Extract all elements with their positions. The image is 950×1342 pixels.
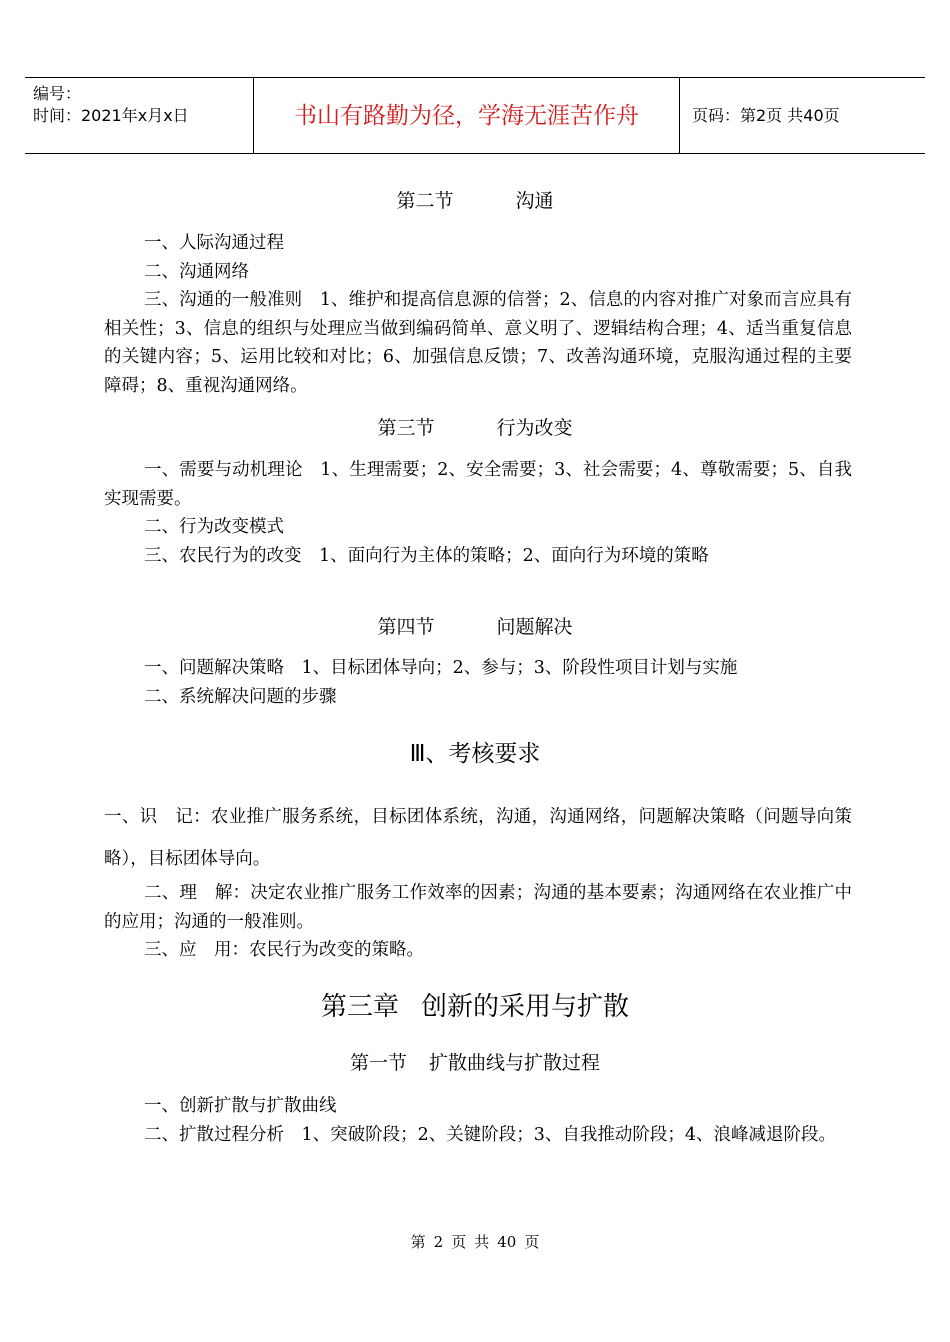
paragraph: 一、问题解决策略 1、目标团体导向；2、参与；3、阶段性项目计划与实施 (144, 658, 738, 678)
paragraph: 二、系统解决问题的步骤 (144, 686, 337, 707)
section-number: 第三节 (377, 417, 435, 439)
section-body-communication (104, 229, 852, 400)
paragraph: 一、需要与动机理论 1、生理需要；2、安全需要；3、社会需要；4、尊敬需要；5、自我实现需要。 (104, 460, 852, 509)
section-body-problem-solving (104, 654, 852, 711)
section-heading-communication (0, 187, 950, 215)
header-left-cell (25, 78, 254, 154)
footer-label: 页 (524, 1233, 540, 1251)
exam-item-memorize (104, 796, 852, 880)
exam-requirements-heading: Ⅲ、考核要求 (409, 741, 541, 767)
paragraph: 三、沟通的一般准则 1、维护和提高信息源的信誉；2、信息的内容对推广对象而言应具有相关性；3、信息的组织与处理应当做到编码简单、意义明了、逻辑结构合理；4、适当重复信息的关键内容；5、运用比较和对比；6、加强信息反馈；7、改善沟通环境，克服沟通过程的主要障碍；8、重视沟通网络。 (104, 290, 852, 396)
paragraph: 一、创新扩散与扩散曲线 (144, 1096, 337, 1116)
document-number-label: 编号： (33, 84, 82, 103)
section-body-diffusion (104, 1092, 852, 1149)
section-number: 第四节 (377, 616, 435, 638)
section-number: 第二节 (396, 190, 454, 212)
document-date: 时间：2021年x月x日 (33, 106, 189, 125)
section-title: 扩散曲线与扩散过程 (429, 1052, 601, 1074)
page-header (25, 77, 925, 154)
section-number: 第一节 (349, 1052, 407, 1074)
chapter-heading (0, 989, 950, 1025)
paragraph: 三、农民行为的改变 1、面向行为主体的策略；2、面向行为环境的策略 (144, 545, 709, 566)
footer-total-pages: 40 (497, 1233, 517, 1251)
footer-page-number: 2 (433, 1233, 444, 1251)
page-footer (0, 1232, 950, 1252)
footer-label: 共 (474, 1233, 490, 1251)
paragraph: 二、扩散过程分析 1、突破阶段；2、关键阶段；3、自我推动阶段；4、浪峰减退阶段。 (144, 1124, 837, 1145)
section-title: 行为改变 (496, 417, 573, 439)
paragraph: 三、应 用：农民行为改变的策略。 (144, 940, 424, 960)
paragraph: 二、沟通网络 (144, 261, 249, 282)
section-heading-diffusion (0, 1049, 950, 1077)
section-heading-problem-solving (0, 613, 950, 641)
footer-label: 页 (451, 1233, 467, 1251)
section-heading-behavior-change (0, 414, 950, 442)
section-title: 问题解决 (496, 616, 573, 638)
header-motto: 书山有路勤为径，学海无涯苦作舟 (254, 78, 680, 154)
section-body-behavior-change (104, 456, 852, 570)
exam-items (104, 879, 852, 965)
header-page-info: 页码：第2页 共40页 (692, 106, 840, 125)
paragraph: 一、识 记：农业推广服务系统，目标团体系统，沟通，沟通网络，问题解决策略（问题导向策略），目标团体导向。 (104, 807, 852, 869)
section-title: 沟通 (515, 190, 554, 212)
chapter-title: 创新的采用与扩散 (421, 992, 630, 1022)
footer-label: 第 (410, 1233, 426, 1251)
chapter-number: 第三章 (320, 992, 399, 1022)
paragraph: 二、行为改变模式 (144, 517, 284, 537)
paragraph: 二、理 解：决定农业推广服务工作效率的因素；沟通的基本要素；沟通网络在农业推广中的应用；沟通的一般准则。 (104, 883, 852, 932)
paragraph: 一、人际沟通过程 (144, 233, 284, 253)
